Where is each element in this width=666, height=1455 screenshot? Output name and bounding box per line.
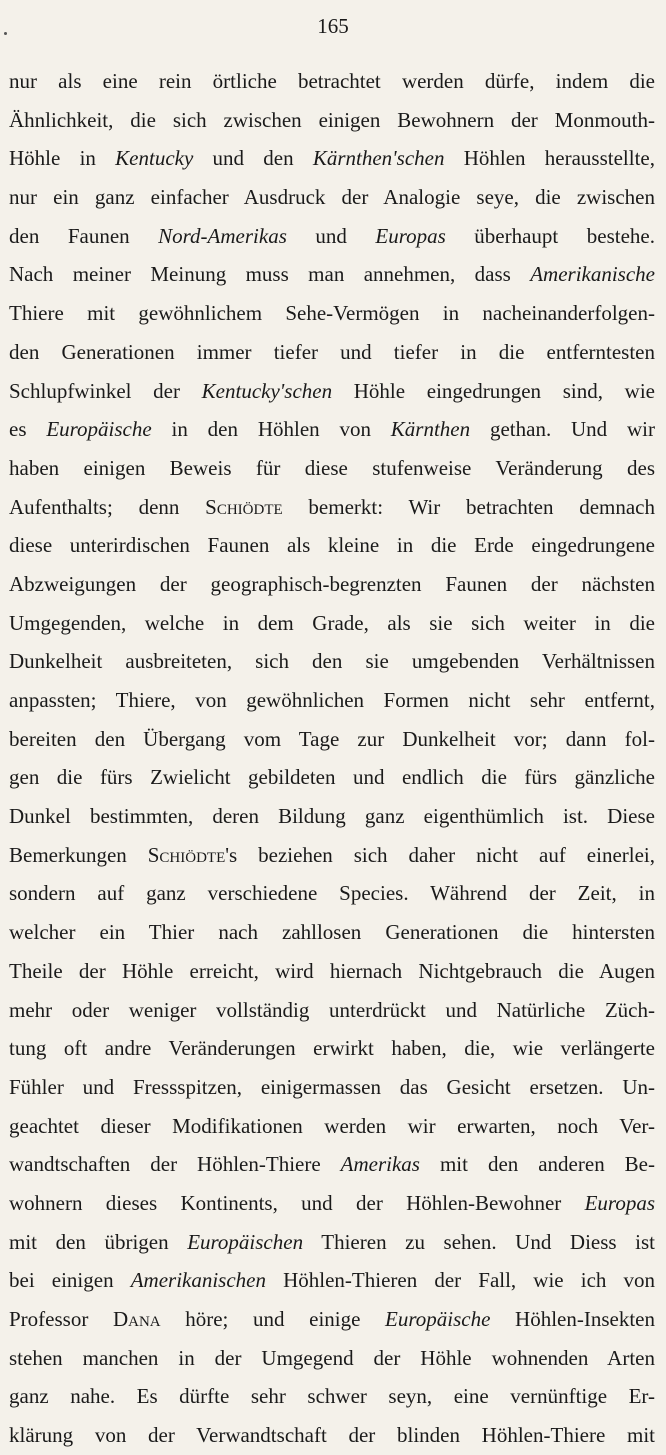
text-segment: Ähnlichkeit, die sich zwischen einigen Bewohnern der Monmouth- xyxy=(9,107,655,132)
small-caps-name: Dana xyxy=(112,1307,161,1331)
text-segment: Aufenthalts; denn xyxy=(9,494,206,519)
text-segment: Thiere mit gewöhnlichem Sehe-Vermögen in nacheinanderfolgen- xyxy=(9,301,655,326)
text-segment: es xyxy=(9,417,47,442)
text-line xyxy=(9,217,655,256)
text-segment: höre; und einige xyxy=(160,1307,386,1331)
text-line xyxy=(9,1261,655,1300)
text-line xyxy=(9,913,655,952)
small-caps-name: Schiödte xyxy=(205,494,283,519)
text-line xyxy=(9,1416,655,1455)
italic-text: Kärnthen'schen xyxy=(312,146,445,171)
text-line xyxy=(9,1145,655,1184)
text-segment: bereiten den Übergang vom Tage zur Dunkelheit vor; dann fol- xyxy=(9,726,655,751)
italic-text: Kentucky'schen xyxy=(201,378,333,403)
italic-text: Kärnthen xyxy=(390,417,471,442)
small-caps-name: Schiödte xyxy=(147,842,226,867)
italic-text: Europäische xyxy=(385,1307,491,1331)
text-segment: haben einigen Beweis für diese stufenweise Veränderung des xyxy=(9,455,655,480)
page-number: 165 xyxy=(317,14,349,38)
text-segment: gethan. Und wir xyxy=(470,417,655,442)
text-line xyxy=(9,1377,655,1416)
text-segment: gen die fürs Zwielicht gebildeten und endlich die fürs gänzliche xyxy=(9,765,655,790)
text-segment: Höhle in xyxy=(9,146,116,171)
text-line xyxy=(9,372,655,411)
text-segment: geachtet dieser Modifikationen werden wir erwarten, noch Ver- xyxy=(9,1113,655,1138)
text-line xyxy=(9,1184,655,1223)
text-line xyxy=(9,526,655,565)
text-line xyxy=(9,565,655,604)
italic-text: Europäischen xyxy=(187,1229,304,1254)
text-segment: Schlupfwinkel der xyxy=(9,378,202,403)
italic-text: Amerikanischen xyxy=(130,1268,266,1293)
text-segment: mit den übrigen xyxy=(9,1229,188,1254)
text-line xyxy=(9,410,655,449)
text-line xyxy=(9,797,655,836)
text-line xyxy=(9,449,655,488)
text-segment: Dunkelheit ausbreiteten, sich den sie umgebenden Verhältnissen xyxy=(9,649,655,674)
text-line xyxy=(9,836,655,875)
text-segment: Professor xyxy=(9,1307,113,1331)
text-segment: anpassten; Thiere, von gewöhnlichen Formen nicht sehr entfernt, xyxy=(9,688,655,712)
text-segment: mit den anderen Be- xyxy=(419,1152,655,1177)
text-segment: tung oft andre Veränderungen erwirkt haben, die, wie verlängerte xyxy=(9,1036,655,1061)
text-segment: nur ein ganz einfacher Ausdruck der Analogie seye, die zwischen xyxy=(9,185,655,210)
text-segment: stehen manchen in der Umgegend der Höhle wohnenden Arten xyxy=(9,1345,655,1370)
text-line xyxy=(9,874,655,913)
text-segment: diese unterirdischen Faunen als kleine in die Erde eingedrungene xyxy=(9,533,655,558)
text-line xyxy=(9,758,655,797)
text-line xyxy=(9,681,655,720)
text-segment: mehr oder weniger vollständig unterdrückt und Natürliche Züch- xyxy=(9,997,655,1022)
text-line xyxy=(9,720,655,759)
text-line xyxy=(9,294,655,333)
text-segment: klärung von der Verwandtschaft der blinden Höhlen-Thiere mit xyxy=(9,1423,655,1448)
text-line xyxy=(9,139,655,178)
text-line xyxy=(9,178,655,217)
text-segment: und xyxy=(286,223,376,248)
text-segment: ganz nahe. Es dürfte sehr schwer seyn, eine vernünftige Er- xyxy=(9,1384,655,1409)
text-segment: den Generationen immer tiefer und tiefer in die entferntesten xyxy=(9,339,655,364)
text-segment: Höhlen-Thieren der Fall, wie ich von xyxy=(266,1268,655,1293)
italic-text: Europas xyxy=(375,223,446,248)
text-line xyxy=(9,62,655,101)
text-segment: sondern auf ganz verschiedene Species. Während der Zeit, in xyxy=(9,881,655,906)
text-line xyxy=(9,1223,655,1262)
text-segment: 's beziehen sich daher nicht auf einerlei, xyxy=(225,842,655,867)
text-segment: welcher ein Thier nach zahllosen Generationen die hintersten xyxy=(9,920,655,945)
text-segment: den Faunen xyxy=(9,223,159,248)
text-line xyxy=(9,952,655,991)
text-segment: Nach meiner Meinung muss man annehmen, dass xyxy=(9,262,531,287)
text-segment: wohnern dieses Kontinents, und der Höhlen-Bewohner xyxy=(9,1190,585,1215)
text-segment: Höhlen-Insekten xyxy=(490,1307,655,1331)
text-line xyxy=(9,991,655,1030)
text-segment: Bemerkungen xyxy=(9,842,148,867)
italic-text: Kentucky xyxy=(115,146,194,171)
text-segment: Fühler und Fressspitzen, einigermassen das Gesicht ersetzen. Un- xyxy=(9,1074,655,1099)
text-line xyxy=(9,604,655,643)
text-line xyxy=(9,1300,655,1339)
body-text xyxy=(9,62,655,1455)
text-line xyxy=(9,1068,655,1107)
text-segment: in den Höhlen von xyxy=(151,417,391,442)
text-line xyxy=(9,488,655,527)
text-segment: Höhlen herausstellte, xyxy=(444,146,655,171)
text-segment: wandtschaften der Höhlen-Thiere xyxy=(9,1152,341,1177)
text-segment: nur als eine rein örtliche betrachtet werden dürfe, indem die xyxy=(9,69,655,93)
text-segment: Thieren zu sehen. Und Diess ist xyxy=(303,1229,655,1254)
text-line xyxy=(9,333,655,372)
italic-text: Nord-Amerikas xyxy=(158,223,287,248)
text-segment: überhaupt bestehe. xyxy=(445,223,655,248)
text-line xyxy=(9,642,655,681)
text-segment: Höhle eingedrungen sind, wie xyxy=(332,378,655,403)
text-segment: Dunkel bestimmten, deren Bildung ganz eigenthümlich ist. Diese xyxy=(9,804,655,829)
text-line xyxy=(9,1107,655,1146)
italic-text: Amerikas xyxy=(340,1152,420,1177)
text-line xyxy=(9,255,655,294)
text-segment: und den xyxy=(193,146,313,171)
text-segment: bemerkt: Wir betrachten demnach xyxy=(282,494,655,519)
italic-text: Amerikanische xyxy=(530,262,655,287)
text-line xyxy=(9,1029,655,1068)
text-segment: Umgegenden, welche in dem Grade, als sie sich weiter in die xyxy=(9,610,655,635)
text-line xyxy=(9,101,655,140)
text-segment: bei einigen xyxy=(9,1268,131,1293)
text-segment: Theile der Höhle erreicht, wird hiernach Nichtgebrauch die Augen xyxy=(9,958,655,983)
italic-text: Europas xyxy=(584,1190,655,1215)
text-line xyxy=(9,1339,655,1378)
italic-text: Europäische xyxy=(46,417,152,442)
text-segment: Abzweigungen der geographisch-begrenzten Faunen der nächsten xyxy=(9,571,655,596)
